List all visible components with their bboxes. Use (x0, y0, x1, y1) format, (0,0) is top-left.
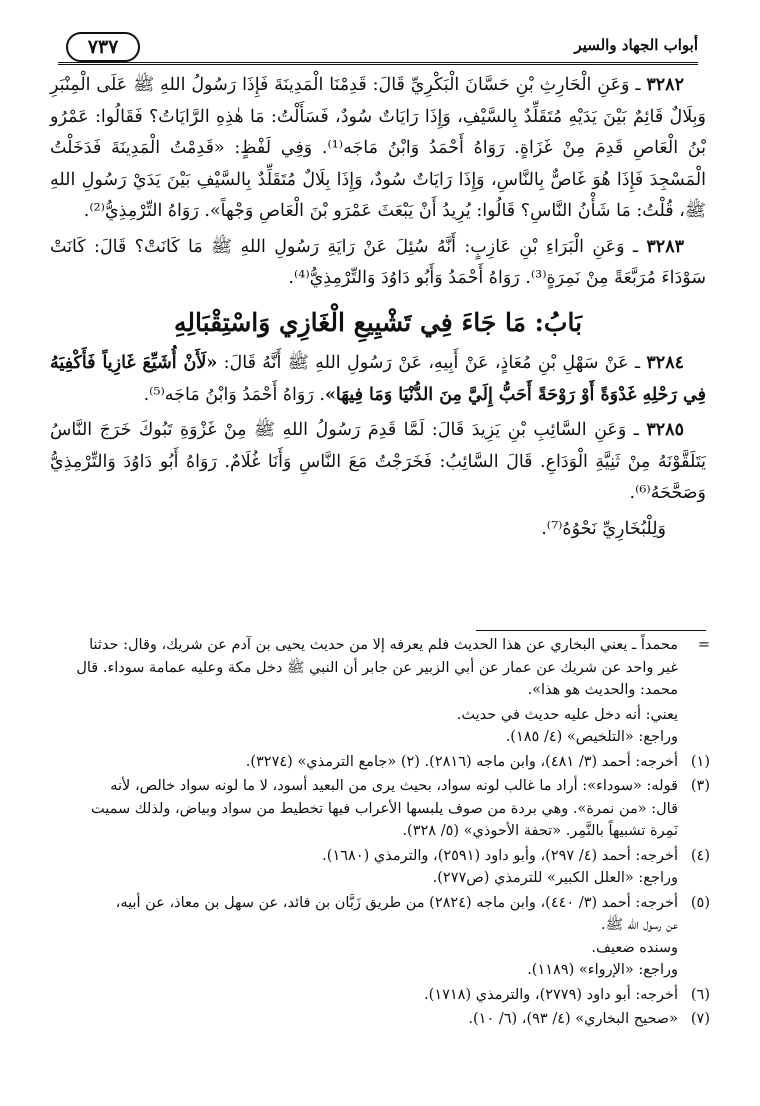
footnote-line: أخرجه: أحمد (٣/ ٤٤٠)، وابن ماجه (٢٨٢٤) من طريق زَبَّان بن فائد، عن سهل بن معاذ، عن أبيه، (115, 894, 678, 911)
footnote-mark: (٤) (690, 847, 710, 864)
footnote-line: نَمِرة تشبيهاً بالنَّمِر. «تحفة الأحوذي» (٥/ ٣٢٨). (402, 823, 678, 839)
hadith-text-source: . رَوَاهُ أَحْمَدُ وَابْنُ مَاجَه⁽⁵⁾. (143, 384, 325, 405)
page-number-badge: ٧٣٧ (66, 32, 140, 62)
hadith-number: ٣٢٨٢ (646, 75, 684, 95)
footnote-line: أخرجه: أحمد (٤/ ٢٩٧)، وأبو داود (٢٥٩١)، والترمذي (١٦٨٠). (322, 847, 678, 864)
footnote-line: «صحيح البخاري» (٤/ ٩٣)، (٦/ ١٠). (468, 1011, 678, 1027)
footnote-line: محمداً ـ يعني البخاري عن هذا الحديث فلم يعرفه إلا من حديث يحيى بن آدم عن شريك، وقال: حدثنا (89, 637, 678, 653)
footnote-line: عن رسول الله ﷺ. (601, 917, 678, 933)
footnote-divider (476, 630, 706, 631)
hadith-text: ـ وَعَنِ الْبَرَاءِ بْنِ عَازِبٍ: أَنَّهُ سُئِلَ عَنْ رَايَةِ رَسُولِ اللهِ ﷺ مَا كَانَتْ؟ قَالَ: كَانَتْ سَوْدَاءَ مُرَبَّعَةً مِنْ نَمِرَةٍ⁽³⁾. رَوَاهُ أَحْمَدُ وَأَبُو دَاوُدَ وَالتِّرْمِذِيُّ⁽⁴⁾. (50, 236, 706, 288)
bukhari-note: وَلِلْبُخَارِيِّ نَحْوُهُ⁽⁷⁾. (541, 518, 666, 539)
footnote-line: وراجع: «الإرواء» (١١٨٩). (527, 962, 678, 978)
hadith-text: ـ وَعَنِ الْحَارِثِ بْنِ حَسَّانَ الْبَكْرِيِّ قَالَ: قَدِمْنَا الْمَدِينَةَ فَإِذَا رَسُولُ اللهِ ﷺ عَلَى الْمِنْبَرِ وَبِلَالٌ قَائِمٌ بَيْنَ يَدَيْهِ مُتَقَلِّدٌ بِالسَّيْفِ، وَإِذَا رَايَاتٌ سُودٌ، فَسَأَلْتُ: مَا هٰذِهِ الرَّايَاتُ؟ فَقَالُوا: عَمْرُو بْنُ الْعَاصِ قَدِمَ مِنْ غَزَاةٍ. رَوَاهُ أَحْمَدُ وَابْنُ مَاجَه⁽¹⁾. وَفِي لَفْظٍ: «قَدِمْتُ الْمَدِينَةَ فَدَخَلْتُ الْمَسْجِدَ فَإِذَا هُوَ غَاصٌّ بِالنَّاسِ، وَإِذَا رَايَاتٌ سُودٌ، وَإِذَا بِلَالٌ مُتَقَلِّدٌ بِالسَّيْفِ بَيْنَ يَدَيْ رَسُولِ اللهِ ﷺ، قُلْتُ: مَا شَأْنُ النَّاسِ؟ قَالُوا: يُرِيدُ أَنْ يَبْعَثَ عَمْرَو بْنَ الْعَاصِ وَجْهاً». رَوَاهُ التِّرْمِذِيُّ⁽²⁾. (50, 75, 706, 221)
footnote-mark: (٥) (690, 894, 710, 911)
footnote-1-2 (50, 751, 710, 774)
prophetic-saying: «لَأَنْ أُشَيِّعَ غَازِياً فَأَكْفِيَهُ فِي رَحْلِهِ غَدْوَةً أَوْ رَوْحَةً أَحَبُّ إِلَيَّ مِنَ الدُّنْيَا وَمَا فِيهَا» (50, 353, 706, 405)
hadith-number: ٣٢٨٣ (646, 236, 684, 257)
footnote-line: وسنده ضعيف. (591, 939, 678, 956)
header-divider (58, 62, 698, 65)
footnote-6 (50, 984, 710, 1007)
footnote-remark (50, 704, 710, 749)
footnote-7 (50, 1008, 710, 1031)
footnote-line: أخرجه: أبو داود (٢٧٧٩)، والترمذي (١٧١٨). (424, 986, 678, 1003)
hadith-text: ـ وَعَنِ السَّائِبِ بْنِ يَزِيدَ قَالَ: لَمَّا قَدِمَ رَسُولُ اللهِ ﷺ مِنْ غَزْوَةِ تَبُوكَ خَرَجَ النَّاسُ يَتَلَقَّوْنَهُ مِنْ ثَنِيَّةِ الْوَدَاعِ. قَالَ السَّائِبُ: فَخَرَجْتُ مَعَ النَّاسِ وَأَنَا غُلَامٌ. رَوَاهُ أَبُو دَاوُدَ وَالتِّرْمِذِيُّ وَصَحَّحَهُ⁽⁶⁾. (50, 420, 706, 503)
footnote-mark: (٧) (690, 1011, 710, 1027)
hadith-text-intro: ـ عَنْ سَهْلِ بْنِ مُعَاذٍ، عَنْ أَبِيهِ، عَنْ رَسُولِ اللهِ ﷺ أَنَّهُ قَالَ: (217, 353, 641, 373)
footnote-mark: (٦) (690, 986, 710, 1003)
chapter-title: بَابُ: مَا جَاءَ فِي تَشْيِيعِ الْغَازِي وَاسْتِقْبَالِهِ (173, 307, 583, 337)
footnote-line: محمد: والحديث هو هذا». (527, 682, 678, 698)
running-title: أبواب الجهاد والسير (574, 36, 698, 54)
footnote-line: أخرجه: أحمد (٣/ ٤٨١)، وابن ماجه (٢٨١٦). (٢) «جامع الترمذي» (٣٢٧٤). (245, 753, 678, 770)
footnote-line: قال: «من نمرة». وهي بردة من صوف يلبسها الأعراب فيها تخطيط من سواد وبياض، ولذلك سميت (90, 800, 678, 817)
hadith-number: ٣٢٨٥ (646, 420, 684, 440)
hadith-3282 (50, 70, 706, 228)
continuation-mark: = (697, 637, 710, 653)
footnote-line: وراجع: «العلل الكبير» للترمذي (ص٢٧٧). (432, 870, 678, 886)
main-text (50, 70, 706, 549)
footnote-line: غير واحد عن شريك عن عمار عن أبي الزبير عن جابر أن النبي ﷺ دخل مكة وعليه عمامة سوداء. قال (76, 659, 678, 676)
page-header (58, 32, 698, 64)
hadith-3285 (50, 415, 706, 510)
footnote-5 (50, 892, 710, 982)
footnote-line: قوله: «سوداء»: أراد ما غالب لونه سواد، بحيث يرى من البعيد أسود، لا ما لونه سواد خالص، لأنه (110, 778, 678, 794)
footnote-continuation (50, 634, 710, 702)
footnote-4 (50, 845, 710, 890)
footnote-mark: (٣) (690, 778, 710, 794)
hadith-3283 (50, 232, 706, 295)
footnote-mark: (١) (690, 753, 710, 770)
footnote-line: وراجع: «التلخيص» (٤/ ١٨٥). (505, 729, 678, 745)
hadith-number: ٣٢٨٤ (646, 353, 685, 373)
footnote-3 (50, 775, 710, 843)
footnotes (50, 634, 710, 1033)
hadith-3284 (50, 348, 706, 411)
footnote-line: يعني: أنه دخل عليه حديث في حديث. (456, 706, 678, 723)
